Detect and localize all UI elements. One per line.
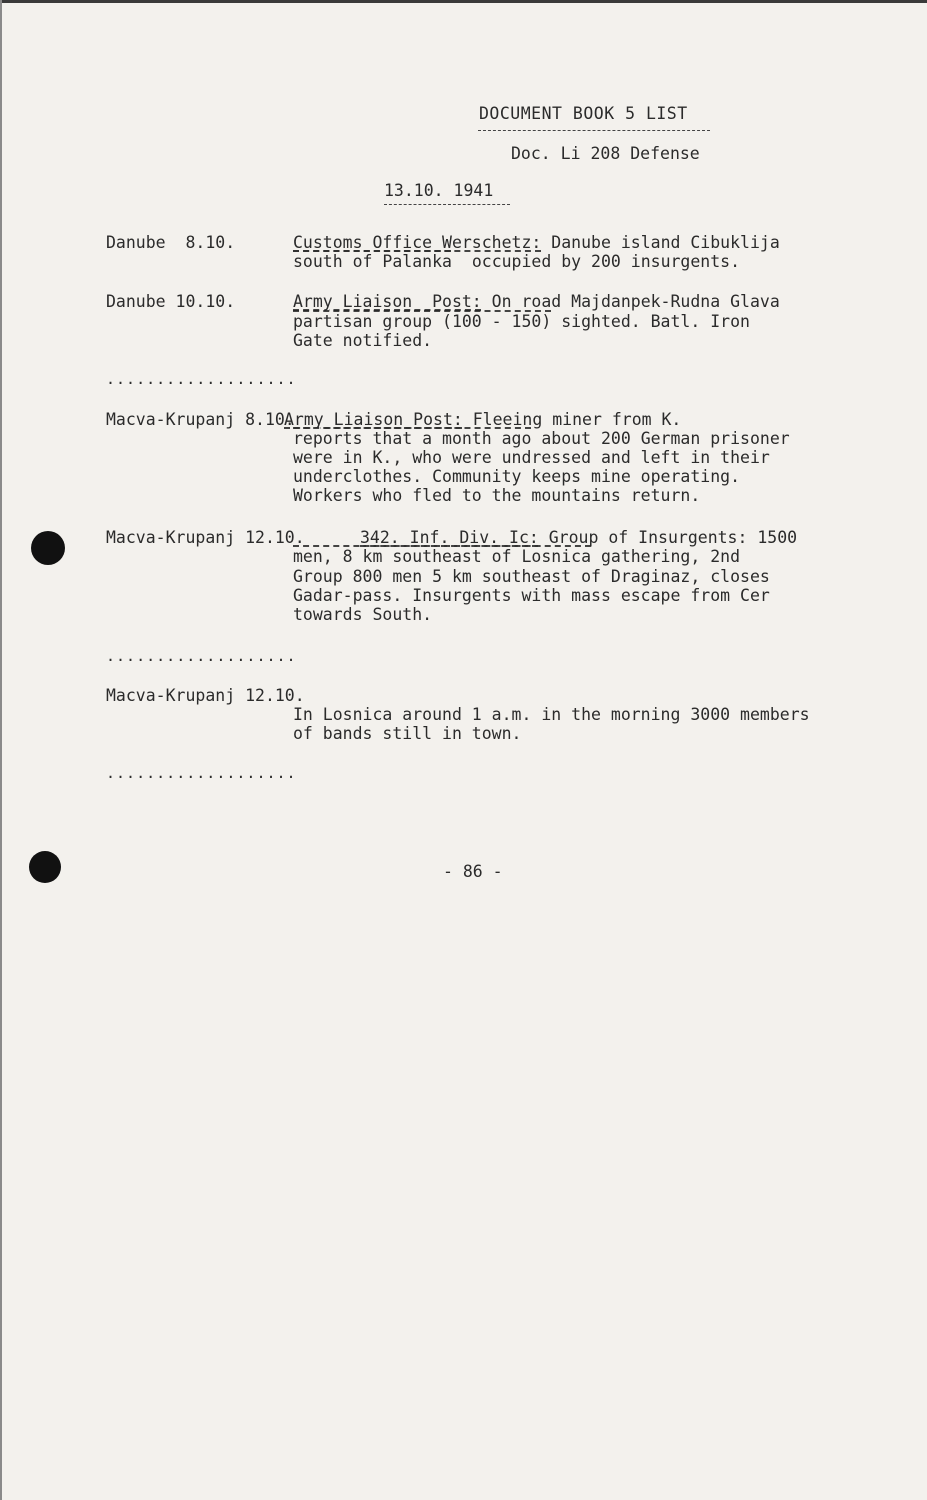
entry-label: Macva-Krupanj 8.10. bbox=[106, 410, 295, 429]
entry-heading: Customs Office Werschetz: bbox=[293, 233, 542, 252]
entry-label: Danube 8.10. bbox=[106, 233, 236, 252]
section-separator: ................... bbox=[106, 764, 297, 782]
entry-line bbox=[284, 410, 681, 429]
date-rule bbox=[384, 204, 510, 205]
entry-line-text: about 200 German prisoner bbox=[531, 429, 790, 448]
entry-line: Gadar-pass. Insurgents with mass escape from Cer bbox=[293, 586, 770, 605]
entry-line: of bands still in town. bbox=[293, 724, 522, 743]
section-separator: ................... bbox=[106, 647, 297, 665]
document-title: DOCUMENT BOOK 5 LIST bbox=[479, 104, 688, 123]
title-rule bbox=[478, 130, 710, 131]
entry-line-text: men, 8 km southeast of Losnica bbox=[293, 547, 592, 566]
punch-hole bbox=[29, 851, 61, 883]
entry-heading: Army Liaison Post: bbox=[284, 410, 463, 429]
entry-line bbox=[293, 429, 790, 448]
document-date: 13.10. 1941 bbox=[384, 181, 494, 200]
entry-line-text: sighted. Batl. Iron bbox=[551, 312, 750, 331]
entry-line: underclothes. Community keeps mine operating. bbox=[293, 467, 741, 486]
entry-line-text: south of Palanka bbox=[293, 252, 452, 271]
entry-line-text: On road Majdanpek-Rudna Glava bbox=[481, 292, 780, 311]
entry-line-text: partisan group (100 - 150) bbox=[293, 312, 552, 331]
entry-line-text: Group of Insurgents: 1500 bbox=[538, 528, 798, 547]
entry-line-text: reports that a month ago bbox=[293, 429, 532, 448]
entry-line: Workers who fled to the mountains return. bbox=[293, 486, 701, 505]
entry-line: were in K., who were undressed and left in their bbox=[293, 448, 770, 467]
entry-line-text: gathering, 2nd bbox=[591, 547, 741, 566]
entry-line-text: Danube island Cibuklija bbox=[541, 233, 780, 252]
entry-line bbox=[293, 312, 750, 331]
section-separator: ................... bbox=[106, 370, 297, 388]
entry-label: Macva-Krupanj 12.10. bbox=[106, 528, 305, 547]
entry-line: towards South. bbox=[293, 605, 433, 624]
entry-heading: Army Liaison Post: bbox=[293, 292, 482, 311]
entry-line bbox=[293, 252, 740, 271]
entry-line bbox=[293, 547, 740, 566]
entry-label: Danube 10.10. bbox=[106, 292, 236, 311]
entry-line bbox=[293, 233, 780, 252]
entry-line bbox=[360, 528, 797, 547]
entry-heading: 342. Inf. Div. Ic: bbox=[360, 528, 539, 547]
entry-label: Macva-Krupanj 12.10. bbox=[106, 686, 305, 705]
entry-line: Gate notified. bbox=[293, 331, 433, 350]
entry-line: Group 800 men 5 km southeast of Draginaz, closes bbox=[293, 567, 770, 586]
document-reference: Doc. Li 208 Defense bbox=[511, 144, 700, 163]
page-left-edge bbox=[0, 0, 2, 1500]
page-number: - 86 - bbox=[443, 862, 503, 881]
entry-line: In Losnica around 1 a.m. in the morning 3000 members bbox=[293, 705, 810, 724]
page-top-edge bbox=[0, 0, 927, 3]
entry-line bbox=[293, 292, 780, 311]
entry-line-text: Fleeing miner from K. bbox=[462, 410, 682, 429]
punch-hole bbox=[31, 531, 65, 565]
entry-line-text: occupied by 200 insurgents. bbox=[451, 252, 741, 271]
